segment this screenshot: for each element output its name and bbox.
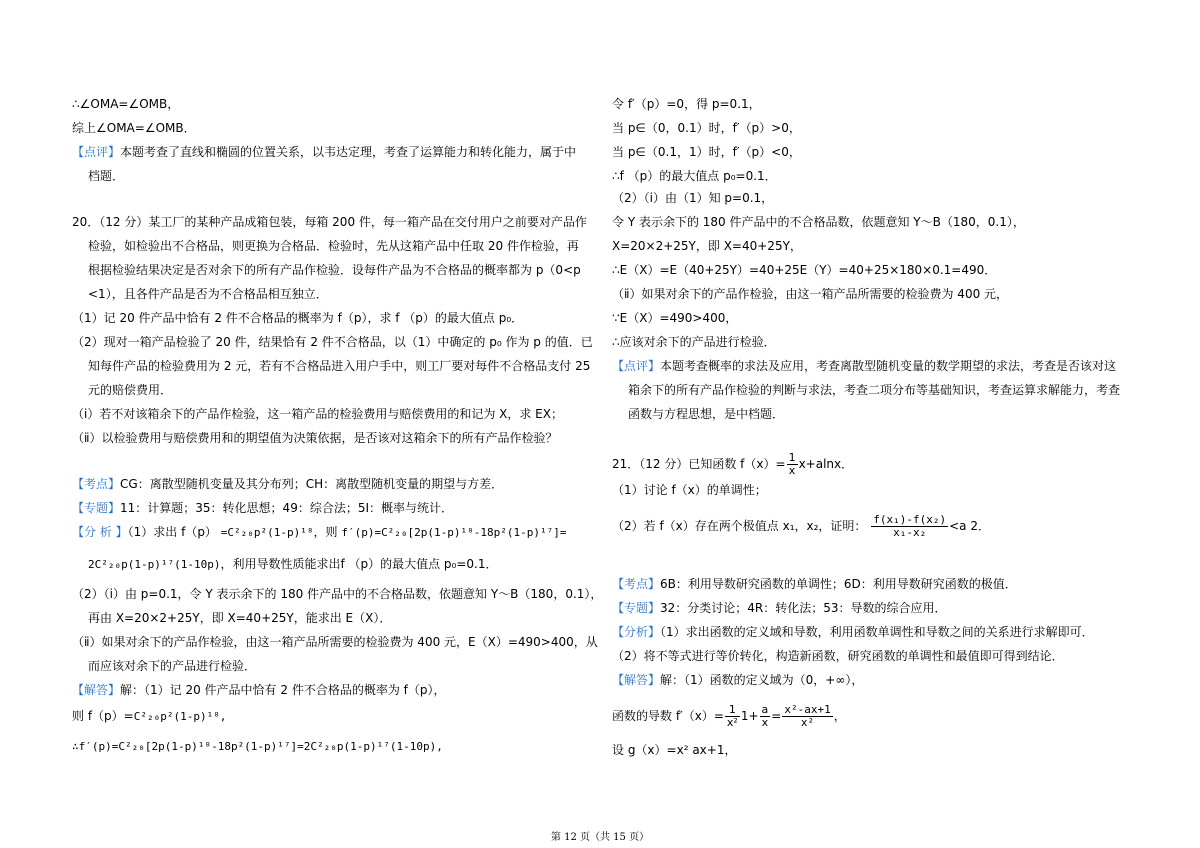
fenxi-line: （ⅱ）如果对余下的产品作检验，由这一箱产品所需要的检验费为 400 元，E（X）=490>400，从: [72, 635, 598, 649]
derivative-text: =: [771, 709, 782, 723]
q20-line: <1），且各件产品是否为不合格品相互独立．: [88, 287, 328, 301]
fenxi-text: ，则: [313, 525, 338, 539]
fraction: [871, 514, 948, 539]
fraction-den: x: [761, 716, 769, 729]
q21-text: （2）若 f（x）存在两个极值点 x₁，x₂，证明：: [612, 519, 867, 533]
q20-line: （i）若不对该箱余下的产品作检验，这一箱产品的检验费用与赔偿费用的和记为 X，求 EX；: [72, 407, 563, 421]
derivative-text: ，: [833, 709, 846, 723]
q21-line: [612, 514, 990, 539]
fenxi-text: ，利用导数性质能求出f （p）的最大值点 p₀=0.1．: [220, 557, 498, 571]
fraction-den: x₁-x₂: [893, 526, 927, 539]
fraction-num: 1: [788, 451, 796, 464]
fraction-den: x: [788, 464, 796, 477]
q20-line: （2）现对一箱产品检验了 20 件，结果恰有 2 件不合格品，以（1）中确定的 p₀ 作为 p 的值．已: [72, 335, 593, 349]
q21-text: <a 2．: [949, 519, 990, 533]
right-line: ∴应该对余下的产品进行检验．: [612, 335, 776, 349]
right-line: ∴f （p）的最大值点 p₀=0.1．: [612, 169, 777, 183]
jieda-line: [72, 682, 445, 698]
review-line: [612, 358, 1116, 374]
kaodian-tag: 【考点】: [72, 477, 121, 491]
jieda-line: [72, 738, 443, 755]
q20-line: 检验，如检验出不合格品，则更换为合格品．检验时，先从这箱产品中任取 20 件作检验，再: [88, 239, 579, 253]
q20-line: （1）记 20 件产品中恰有 2 件不合格品的概率为 f（p），求 f （p）的最大值点 p₀．: [72, 311, 524, 325]
derivative-text: 函数的导数 f′（x）=: [612, 709, 724, 723]
q21-text: x+alnx．: [798, 457, 854, 471]
fraction-num: f(x₁)-f(x₂): [873, 513, 947, 526]
right-line: （2）（i）由（1）知 p=0.1，: [612, 191, 774, 205]
kaodian-line: [72, 476, 503, 492]
review-line: [72, 144, 576, 160]
fenxi-line: （2）将不等式进行等价转化，构造新函数，研究函数的单调性和最值即可得到结论．: [612, 649, 1064, 663]
right-line: 当 p∈（0，0.1）时，f′（p）>0，: [612, 121, 801, 135]
fenxi-text: （1）求出函数的定义域和导数，利用函数单调性和导数之间的关系进行求解即可．: [660, 625, 1094, 639]
fraction-num: a: [761, 703, 769, 716]
derivative-text: 1+: [740, 709, 759, 723]
zhuanti-line: [612, 600, 947, 616]
kaodian-text: 6B：利用导数研究函数的单调性；6D：利用导数研究函数的极值．: [660, 577, 1017, 591]
formula: f′(p)=C²₂₀[2p(1-p)¹⁸-18p²(1-p)¹⁷]=: [341, 526, 567, 539]
review-text: 本题考查概率的求法及应用，考查离散型随机变量的数学期望的求法，考查是否该对这: [660, 359, 1117, 373]
q21-line: [612, 452, 853, 477]
formula: 2C²₂₀p(1-p)¹⁷(1-10p): [88, 558, 221, 571]
review-tag: 【点评】: [612, 359, 661, 373]
left-line: ∴∠OMA=∠OMB，: [72, 97, 180, 111]
zhuanti-text: 11：计算题；35：转化思想；49：综合法；5I：概率与统计．: [120, 501, 454, 515]
kaodian-text: CG：离散型随机变量及其分布列；CH：离散型随机变量的期望与方差．: [120, 477, 504, 491]
review-cont: 函数与方程思想，是中档题．: [628, 407, 785, 421]
q20-line: 根据检验结果决定是否对余下的所有产品作检验．设每件产品为不合格品的概率都为 p（0<p: [88, 263, 581, 277]
jieda-text: 解：（1）记 20 件产品中恰有 2 件不合格品的概率为 f（p），: [120, 683, 446, 697]
fenxi-line: 再由 X=20×2+25Y，即 X=40+25Y，能求出 E（X）．: [88, 611, 392, 625]
fenxi-line: [612, 624, 1094, 640]
fenxi-line: （2）（i）由 p=0.1，令 Y 表示余下的 180 件产品中的不合格品数，依题意知 Y～B（180，0.1），: [72, 587, 603, 601]
fraction: [782, 704, 832, 729]
kaodian-line: [612, 576, 1017, 592]
formula: ∴f′(p)=C²₂₀[2p(1-p)¹⁸-18p²(1-p)¹⁷]=2C²₂₀p(1-p)¹⁷(1-10p),: [72, 740, 443, 753]
formula: C²₂₀p²(1-p)¹⁸,: [133, 710, 227, 723]
fraction: [725, 704, 740, 729]
fraction: [787, 452, 798, 477]
right-line: X=20×2+25Y，即 X=40+25Y，: [612, 239, 802, 253]
review-text: 本题考查了直线和椭圆的位置关系，以韦达定理，考查了运算能力和转化能力，属于中: [120, 145, 577, 159]
fraction-num: x²-ax+1: [784, 703, 831, 716]
fenxi-line: [88, 556, 498, 573]
fenxi-text: （1）求出 f（p）: [127, 525, 217, 539]
q21-line: （1）讨论 f（x）的单调性；: [612, 483, 767, 497]
fraction-den: x²: [726, 716, 738, 729]
zhuanti-line: [72, 500, 453, 516]
fraction-num: 1: [725, 704, 740, 717]
fraction-den: x²: [800, 716, 815, 729]
fenxi-line: [72, 524, 567, 541]
q21-text: 21．（12 分）已知函数 f（x）=: [612, 457, 786, 471]
jieda-line: [612, 672, 863, 688]
review-tag: 【点评】: [72, 145, 121, 159]
jieda-tag: 【解答】: [612, 673, 661, 687]
jieda-tag: 【解答】: [72, 683, 121, 697]
jieda-line: [72, 708, 226, 725]
q20-line: 知每件产品的检验费用为 2 元，若有不合格品进入用户手中，则工厂要对每件不合格品支付 25: [88, 359, 591, 373]
right-line: （ⅱ）如果对余下的产品作检验，由这一箱产品所需要的检验费为 400 元，: [612, 287, 1009, 301]
zhuanti-text: 32：分类讨论；4R：转化法；53：导数的综合应用．: [660, 601, 947, 615]
fenxi-line: 而应该对余下的产品进行检验．: [88, 659, 257, 673]
q20-line: 20．（12 分）某工厂的某种产品成箱包装，每箱 200 件，每一箱产品在交付用户之前要对产品作: [72, 215, 587, 229]
q20-line: （ⅱ）以检验费用与赔偿费用和的期望值为决策依据，是否该对这箱余下的所有产品作检验？: [72, 431, 558, 445]
right-line: ∴E（X）=E（40+25Y）=40+25E（Y）=40+25×180×0.1=490．: [612, 263, 997, 277]
fraction: [760, 704, 771, 729]
right-line: 令 f′（p）=0，得 p=0.1，: [612, 97, 761, 111]
zhuanti-tag: 【专题】: [72, 501, 121, 515]
right-line: ∵E（X）=490>400，: [612, 311, 738, 325]
right-line: 当 p∈（0.1，1）时，f′（p）<0，: [612, 145, 801, 159]
fenxi-tag: 【分析】: [612, 625, 661, 639]
left-line: 综上∠OMA=∠OMB．: [72, 121, 196, 135]
derivative-line: [612, 704, 846, 729]
zhuanti-tag: 【专题】: [612, 601, 661, 615]
review-cont: 档题．: [88, 169, 125, 183]
page-footer: 第 12 页（共 15 页）: [550, 832, 650, 843]
kaodian-tag: 【考点】: [612, 577, 661, 591]
fenxi-tag: 【分 析 】: [72, 525, 128, 539]
g-line: 设 g（x）=x² ax+1，: [612, 743, 737, 757]
jieda-text: 则 f（p）=: [72, 709, 134, 723]
right-line: 令 Y 表示余下的 180 件产品中的不合格品数，依题意知 Y～B（180，0.1），: [612, 215, 1025, 229]
review-cont: 箱余下的所有产品作检验的判断与求法，考查二项分布等基础知识，考查运算求解能力，考查: [628, 383, 1121, 397]
formula: =C²₂₀p²(1-p)¹⁸: [220, 526, 314, 539]
jieda-text: 解：（1）函数的定义域为（0，+∞），: [660, 673, 864, 687]
q20-line: 元的赔偿费用．: [88, 383, 173, 397]
